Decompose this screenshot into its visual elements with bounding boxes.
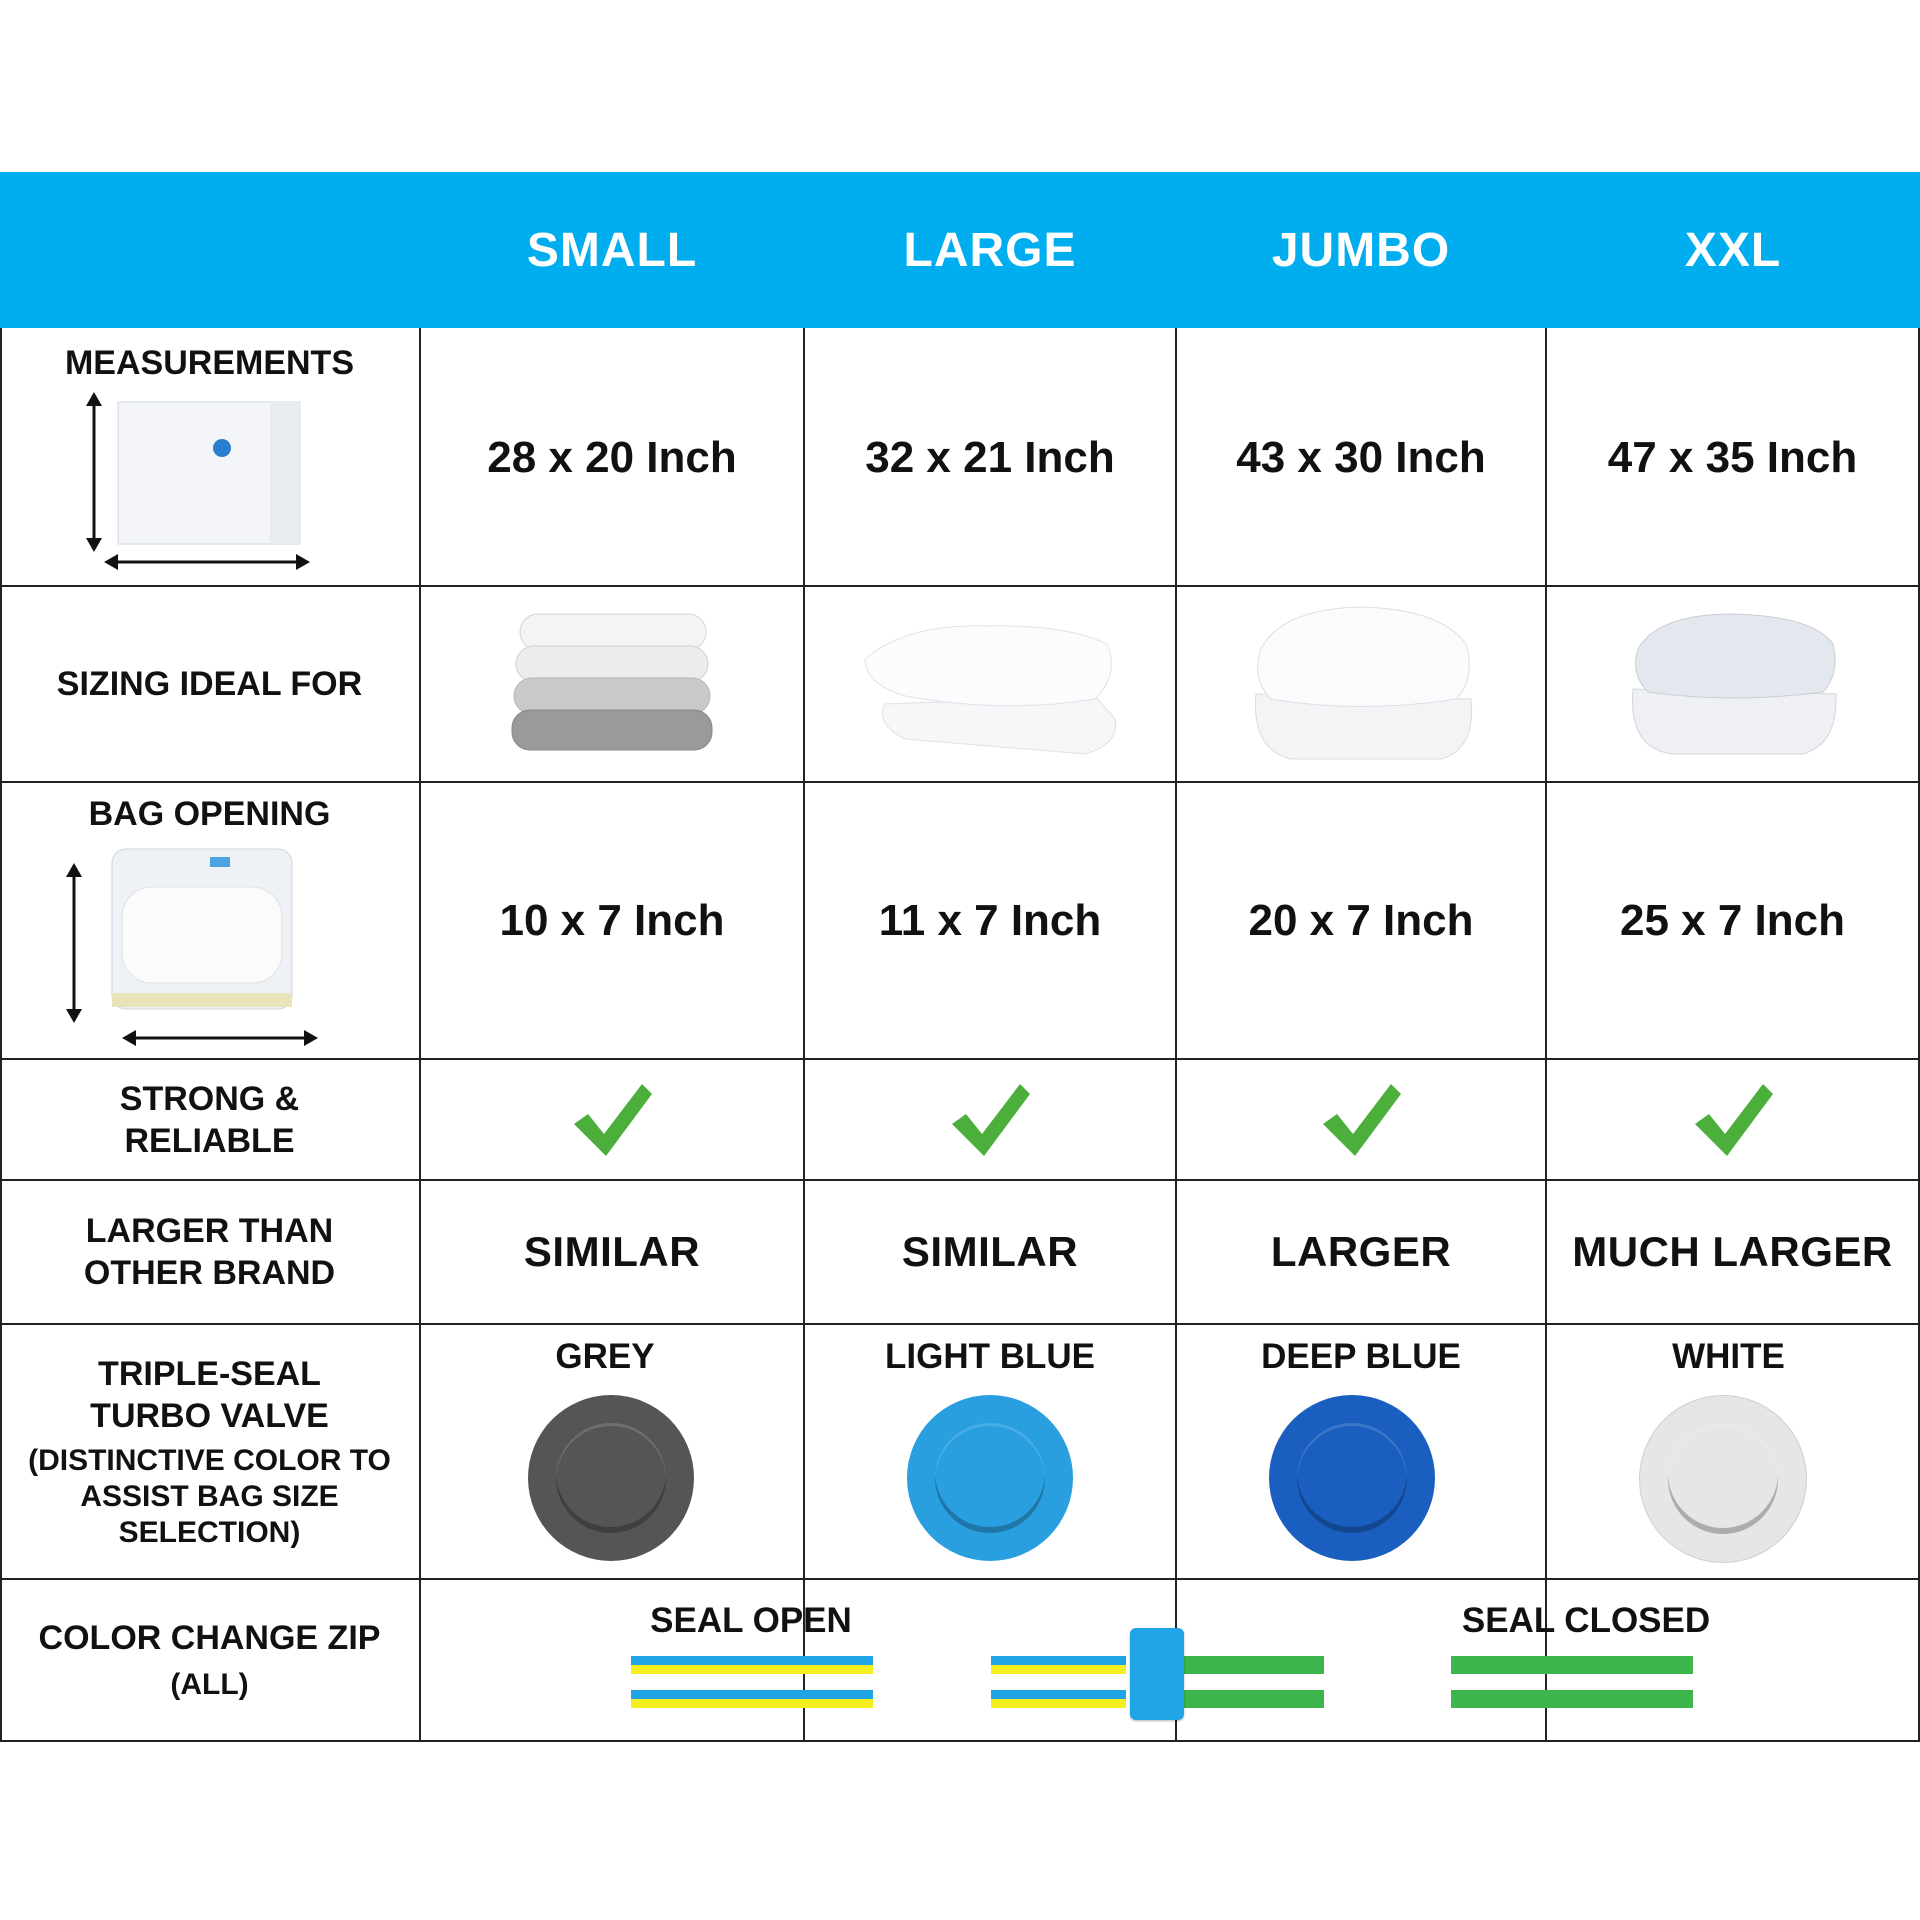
zip-label-cell [0,1580,419,1740]
opening-label-cell [0,783,419,1058]
larger-label-line2: OTHER BRAND [83,1254,336,1292]
duvet-image [1177,587,1545,781]
opening-small: 10 x 7 Inch [499,895,725,945]
opening-large: 11 x 7 Inch [878,895,1102,945]
larger-label-line1: LARGER THAN [85,1212,334,1250]
check-icon [948,1078,1032,1162]
pillows-icon [845,604,1135,764]
seal-open-label: SEAL OPEN [650,1601,852,1640]
strong-xxl [1547,1060,1918,1179]
comforter-image [1547,587,1918,781]
strong-small [421,1060,803,1179]
col-header-small: SMALL [526,223,698,277]
check-icon [1691,1078,1775,1162]
grid-line [0,1740,1920,1742]
larger-label-cell [0,1181,419,1323]
col-header-xxl: XXL [1684,223,1782,277]
col-header-jumbo: JUMBO [1271,223,1451,277]
measurement-small: 28 x 20 Inch [487,432,737,482]
valve-note-line2: ASSIST BAG SIZE [80,1479,339,1513]
zip-demo [421,1580,1918,1740]
valve-grey-icon [528,1395,694,1561]
col-header-large: LARGE [903,223,1077,277]
strong-label-cell [0,1060,419,1179]
valve-light-blue-icon [907,1395,1073,1561]
valve-note-line3: SELECTION) [118,1515,301,1549]
strong-label-line2: RELIABLE [124,1121,295,1160]
comforter-icon [1618,604,1848,764]
strong-label-line1: STRONG & [119,1079,300,1118]
valve-color-name: DEEP BLUE [1261,1337,1461,1376]
opening-label: BAG OPENING [88,795,331,833]
check-icon [570,1078,654,1162]
measurement-large: 32 x 21 Inch [865,432,1115,482]
valve-label-line1: TRIPLE-SEAL [98,1354,321,1393]
measurements-label-cell [0,330,419,585]
measurement-jumbo: 43 x 30 Inch [1236,432,1486,482]
valve-deep-blue-icon [1269,1395,1435,1561]
sizing-label-cell [0,587,419,781]
valve-label-cell [0,1325,419,1578]
larger-large: SIMILAR [901,1228,1079,1275]
zip-sub-label: (ALL) [170,1668,249,1701]
towels-icon [492,604,732,764]
sizing-label: SIZING IDEAL FOR [56,665,363,703]
zip-slider-icon [1130,1628,1184,1720]
check-icon [1319,1078,1403,1162]
header-band [0,172,1920,328]
pillows-image [805,587,1175,781]
duvet-icon [1241,599,1481,769]
larger-jumbo: LARGER [1270,1228,1452,1275]
valve-small [421,1325,803,1578]
larger-small: SIMILAR [523,1228,701,1275]
valve-jumbo [1177,1325,1545,1578]
towels-image [421,587,803,781]
zip-label: COLOR CHANGE ZIP [38,1619,381,1657]
strong-jumbo [1177,1060,1545,1179]
measurements-label: MEASUREMENTS [64,344,355,382]
strong-large [805,1060,1175,1179]
valve-color-name: GREY [555,1337,655,1376]
valve-color-name: WHITE [1672,1337,1785,1376]
valve-note-line1: (DISTINCTIVE COLOR TO [28,1443,391,1477]
bag-measure-illustration [80,392,340,572]
valve-color-name: LIGHT BLUE [885,1337,1095,1376]
valve-label-line2: TURBO VALVE [90,1396,329,1435]
valve-xxl [1547,1325,1918,1578]
seal-closed-label: SEAL CLOSED [1461,1601,1711,1640]
opening-xxl: 25 x 7 Inch [1619,895,1845,945]
measurement-xxl: 47 x 35 Inch [1607,432,1858,482]
bag-opening-illustration [60,843,340,1053]
opening-jumbo: 20 x 7 Inch [1248,895,1474,945]
valve-large [805,1325,1175,1578]
larger-xxl: MUCH LARGER [1572,1228,1893,1275]
valve-white-icon [1639,1395,1807,1563]
